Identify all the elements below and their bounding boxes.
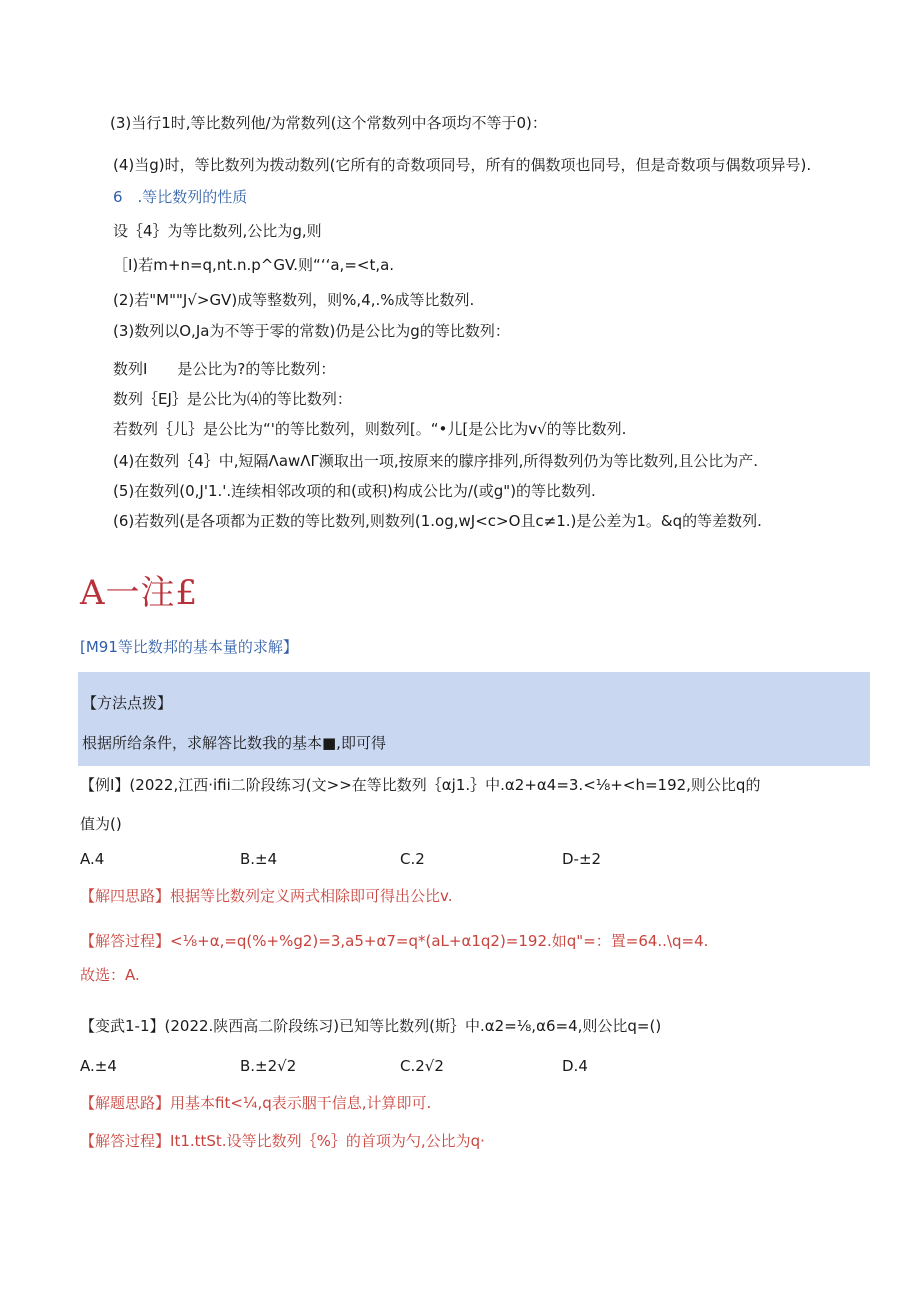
variant-option-b: B.±2√2 xyxy=(240,1057,297,1075)
property-sub-1: 数列I 是公比为?的等比数列： xyxy=(113,360,336,378)
example-process-label: 【解答过程】 xyxy=(80,932,171,950)
variant-process-label: 【解答过程】 xyxy=(80,1132,171,1150)
variant-option-d: D.4 xyxy=(562,1057,588,1075)
example-process-text: <⅛+α,=q(%+%g2)=3,a5+α7=q*(aL+α1q2)=192.如q"=：置=64..\q=4. xyxy=(170,932,709,950)
example-idea-text: 根据等比数列定义两式相除即可得出公比v. xyxy=(170,887,453,905)
property-item-3: (3)数列以O,Ja为不等于零的常数)仍是公比为g的等比数列： xyxy=(113,322,510,340)
method-body: 根据所给条件，求解答比数我的基本■,即可得 xyxy=(82,734,386,752)
variant-question: 【变武1-1】(2022.陕西高二阶段练习)已知等比数列(斯｝中.α2=⅛,α6=4,则公比q=() xyxy=(80,1017,662,1035)
variant-idea-text: 用基本fit<¼,q表示胭干信息,计算即可. xyxy=(170,1094,432,1112)
example-option-d: D-±2 xyxy=(562,850,602,868)
example-idea xyxy=(80,886,453,906)
variant-option-c: C.2√2 xyxy=(400,1057,444,1075)
property-item-6: (6)若数列(是各项都为正数的等比数列,则数列(1.og,wJ<c>O且c≠1.)是公差为1。&q的等差数列. xyxy=(113,512,762,530)
example-process xyxy=(80,931,708,951)
property-line-4: (4)当g)时，等比数列为拨动数列(它所有的奇数项同号，所有的偶数项也同号，但是奇数项与偶数项异号). xyxy=(113,156,812,174)
variant-idea xyxy=(80,1093,431,1113)
example-idea-label: 【解四思路】 xyxy=(80,887,171,905)
method-header: 【方法点拨】 xyxy=(82,694,173,712)
property-item-1: ［I)若m+n=q,nt.n.p^GV.则“‘‘a,=<t,a. xyxy=(113,256,395,274)
example-answer: 故选：A. xyxy=(80,966,140,984)
property-item-5: (5)在数列(0,J'1.'.连续相邻改项的和(或积)构成公比为/(或g")的等比数列. xyxy=(113,482,596,500)
example-option-a: A.4 xyxy=(80,850,105,868)
property-sub-2: 数列｛EJ｝是公比为⑷的等比数列： xyxy=(113,390,352,408)
example-option-c: C.2 xyxy=(400,850,425,868)
section-heading-6: 6 .等比数列的性质 xyxy=(113,188,248,206)
property-item-2: (2)若"M""J√>GV)成等整数列，则%,4,.%成等比数列. xyxy=(113,291,475,309)
variant-process xyxy=(80,1131,485,1151)
property-intro: 设｛4｝为等比数列,公比为g,则 xyxy=(113,222,322,240)
variant-idea-label: 【解题思路】 xyxy=(80,1094,171,1112)
example-question-cont: 值为() xyxy=(80,815,122,833)
property-item-4: (4)在数列｛4｝中,短隔ΛawΛΓ濒取出一项,按原来的朦序排列,所得数列仍为等比数列,且公比为产. xyxy=(113,452,758,470)
variant-process-text: It1.ttSt.设等比数列｛%｝的首项为勺,公比为q· xyxy=(170,1132,485,1150)
topic-heading: [M91等比数邦的基本量的求解】 xyxy=(80,638,298,656)
property-line-3: (3)当行1时,等比数列他/为常数列(这个常数列中各项均不等于0)： xyxy=(110,114,547,132)
section-title: A一注£ xyxy=(80,573,199,613)
method-box xyxy=(78,672,870,766)
example-option-b: B.±4 xyxy=(240,850,278,868)
variant-option-a: A.±4 xyxy=(80,1057,117,1075)
property-sub-3: 若数列｛儿｝是公比为“'的等比数列，则数列[。“•儿[是公比为v√的等比数列. xyxy=(113,420,627,438)
example-question: 【例I】(2022,江西·ifii二阶段练习(文>>在等比数列｛αj1.｝中.α2+α4=3.<⅛+<h=192,则公比q的 xyxy=(80,776,761,794)
